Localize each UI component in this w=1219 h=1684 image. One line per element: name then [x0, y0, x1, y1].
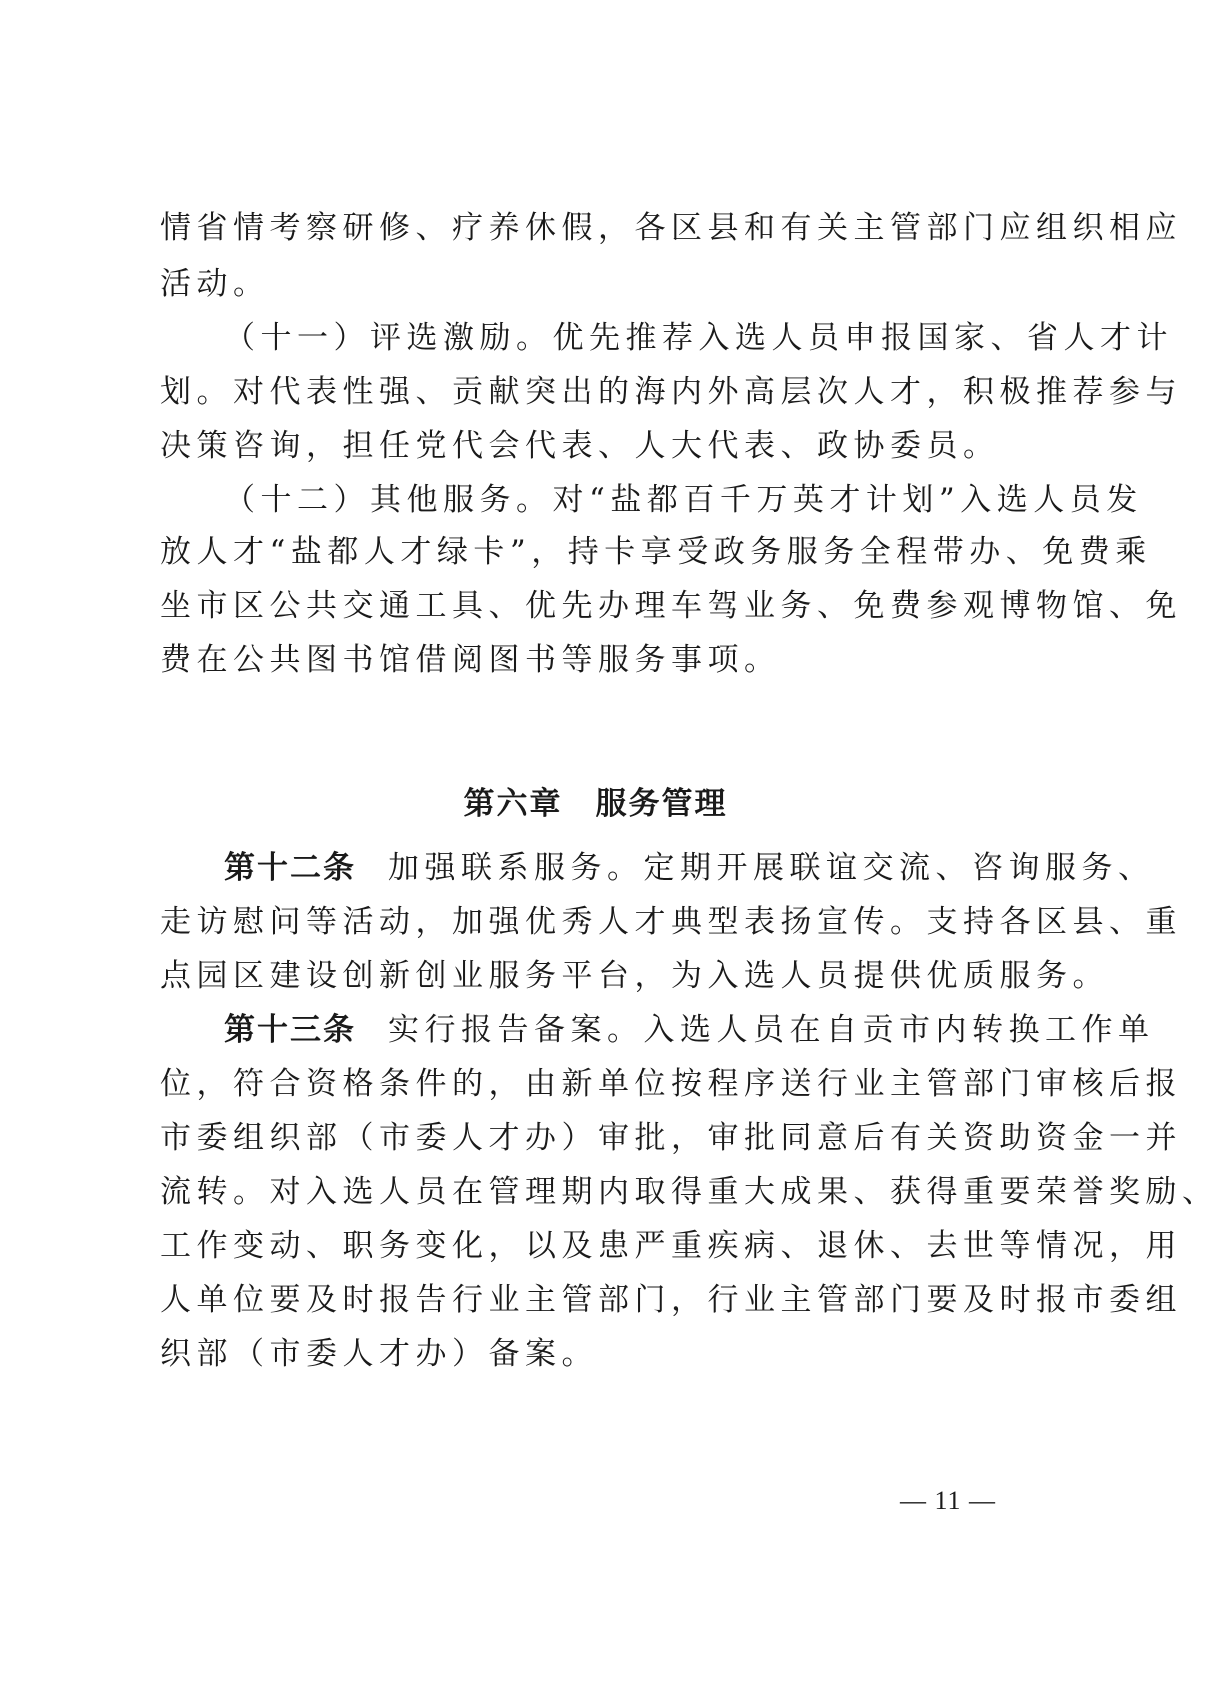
article-twelve-line: 走访慰问等活动，加强优秀人才典型表扬宣传。支持各区县、重 — [160, 904, 1182, 940]
paragraph-twelve-line: 放人才“盐都人才绿卡”，持卡享受政务服务全程带办、免费乘 — [160, 534, 1152, 570]
article-thirteen-title: 第十三条 — [224, 1012, 356, 1048]
page-number: — 11 — — [900, 1486, 997, 1515]
article-thirteen-text: 实行报告备案。入选人员在自贡市内转换工作单 — [388, 1012, 1155, 1048]
paragraph-twelve-line: （十二）其他服务。对“盐都百千万英才计划”入选人员发 — [224, 482, 1143, 518]
article-twelve-first-line — [224, 848, 1155, 888]
article-thirteen-line: 市委组织部（市委人才办）审批，审批同意后有关资助资金一并 — [160, 1120, 1182, 1156]
chapter-heading: 第六章 服务管理 — [463, 786, 728, 822]
paragraph-twelve-line: 费在公共图书馆借阅图书等服务事项。 — [160, 642, 781, 678]
article-twelve-line: 点园区建设创新创业服务平台，为入选人员提供优质服务。 — [160, 958, 1109, 994]
article-thirteen-line: 人单位要及时报告行业主管部门，行业主管部门要及时报市委组 — [160, 1282, 1182, 1318]
article-thirteen-line: 织部（市委人才办）备案。 — [160, 1336, 598, 1372]
article-thirteen-line: 流转。对入选人员在管理期内取得重大成果、获得重要荣誉奖励、 — [160, 1174, 1219, 1210]
article-twelve-title: 第十二条 — [224, 850, 356, 886]
body-text-line: 活动。 — [160, 266, 270, 302]
article-thirteen-first-line — [224, 1010, 1155, 1050]
paragraph-eleven-line: （十一）评选激励。优先推荐入选人员申报国家、省人才计 — [224, 320, 1173, 356]
article-twelve-text: 加强联系服务。定期开展联谊交流、咨询服务、 — [388, 850, 1155, 886]
body-text-line: 情省情考察研修、疗养休假，各区县和有关主管部门应组织相应 — [160, 210, 1182, 246]
paragraph-eleven-line: 决策咨询，担任党代会代表、人大代表、政协委员。 — [160, 428, 1000, 464]
article-thirteen-line: 工作变动、职务变化，以及患严重疾病、退休、去世等情况，用 — [160, 1228, 1182, 1264]
paragraph-eleven-line: 划。对代表性强、贡献突出的海内外高层次人才，积极推荐参与 — [160, 374, 1182, 410]
paragraph-twelve-line: 坐市区公共交通工具、优先办理车驾业务、免费参观博物馆、免 — [160, 588, 1182, 624]
article-thirteen-line: 位，符合资格条件的，由新单位按程序送行业主管部门审核后报 — [160, 1066, 1182, 1102]
